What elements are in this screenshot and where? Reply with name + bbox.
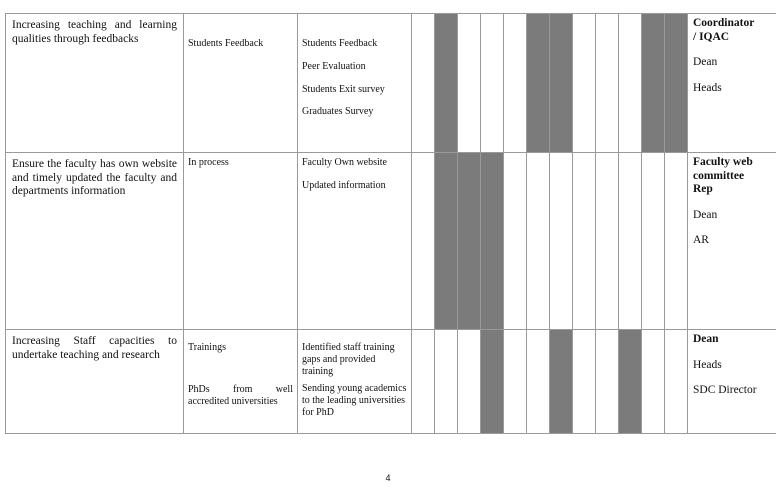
responsible-lead: Dean — [693, 333, 719, 345]
objective-text: Increasing teaching and learning qualities through feedbacks — [12, 19, 177, 45]
month-cell-shaded — [435, 153, 458, 330]
activity-text: Students Feedback — [188, 38, 264, 49]
output-text: Faculty Own website — [302, 157, 387, 168]
month-cell — [458, 14, 481, 153]
month-cell — [527, 153, 550, 330]
page-number: 4 — [385, 473, 391, 483]
month-cell — [596, 330, 619, 434]
month-cell-shaded — [619, 330, 642, 434]
responsible-lead: Rep — [693, 183, 713, 196]
activity-text: In process — [188, 157, 229, 168]
responsible-cell — [688, 14, 776, 153]
objective-text: Ensure the faculty has own website and timely updated the faculty and departments information — [12, 158, 177, 198]
table-row — [6, 330, 776, 434]
activity-cell — [184, 153, 298, 330]
action-plan-table — [5, 13, 776, 434]
month-cell — [573, 330, 596, 434]
month-cell — [527, 330, 550, 434]
responsible-text: Dean — [693, 208, 718, 221]
objective-text: Increasing Staff capacities to undertake teaching and research — [12, 335, 177, 361]
activity-text: Trainings — [188, 342, 226, 353]
table-row — [6, 153, 776, 330]
month-cell-shaded — [458, 153, 481, 330]
month-cell-shaded — [550, 14, 573, 153]
output-cell — [298, 153, 412, 330]
month-cell — [573, 153, 596, 330]
objective-cell — [6, 330, 184, 434]
objective-cell — [6, 153, 184, 330]
month-cell-shaded — [642, 14, 665, 153]
activity-text: PhDs from well accredited universities — [188, 383, 293, 407]
table-row — [6, 14, 776, 153]
month-cell — [619, 153, 642, 330]
month-cell — [481, 14, 504, 153]
responsible-text: Heads — [693, 81, 722, 94]
activity-cell — [184, 330, 298, 434]
responsible-lead: / IQAC — [693, 30, 730, 43]
responsible-lead: committee — [693, 169, 745, 182]
month-cell — [619, 14, 642, 153]
month-cell-shaded — [527, 14, 550, 153]
output-text: Graduates Survey — [302, 106, 374, 118]
month-cell — [412, 330, 435, 434]
output-cell — [298, 330, 412, 434]
month-cell — [550, 153, 573, 330]
activity-cell — [184, 14, 298, 153]
responsible-lead: Faculty web — [693, 156, 753, 168]
month-cell — [504, 153, 527, 330]
output-text: Identified staff training gaps and provided training — [302, 342, 395, 377]
month-cell — [504, 330, 527, 434]
output-text: Updated information — [302, 179, 386, 191]
month-cell — [665, 330, 688, 434]
month-cell-shaded — [481, 330, 504, 434]
output-cell — [298, 14, 412, 153]
output-text: Students Feedback — [302, 38, 378, 49]
responsible-lead: Coordinator — [693, 17, 755, 29]
month-cell — [458, 330, 481, 434]
month-cell — [596, 153, 619, 330]
month-cell — [504, 14, 527, 153]
month-cell — [412, 153, 435, 330]
output-text: Students Exit survey — [302, 83, 385, 95]
responsible-text: Heads — [693, 358, 722, 371]
month-cell — [573, 14, 596, 153]
month-cell — [642, 153, 665, 330]
month-cell — [665, 153, 688, 330]
responsible-text: Dean — [693, 56, 718, 69]
responsible-cell — [688, 153, 776, 330]
month-cell — [412, 14, 435, 153]
objective-cell — [6, 14, 184, 153]
responsible-cell — [688, 330, 776, 434]
month-cell — [596, 14, 619, 153]
month-cell-shaded — [550, 330, 573, 434]
month-cell — [642, 330, 665, 434]
month-cell-shaded — [665, 14, 688, 153]
responsible-text: SDC Director — [693, 384, 757, 397]
month-cell — [435, 330, 458, 434]
month-cell-shaded — [435, 14, 458, 153]
output-text: Sending young academics to the leading universities for PhD — [302, 383, 407, 418]
output-text: Peer Evaluation — [302, 60, 366, 72]
month-cell-shaded — [481, 153, 504, 330]
responsible-text: AR — [693, 234, 709, 247]
